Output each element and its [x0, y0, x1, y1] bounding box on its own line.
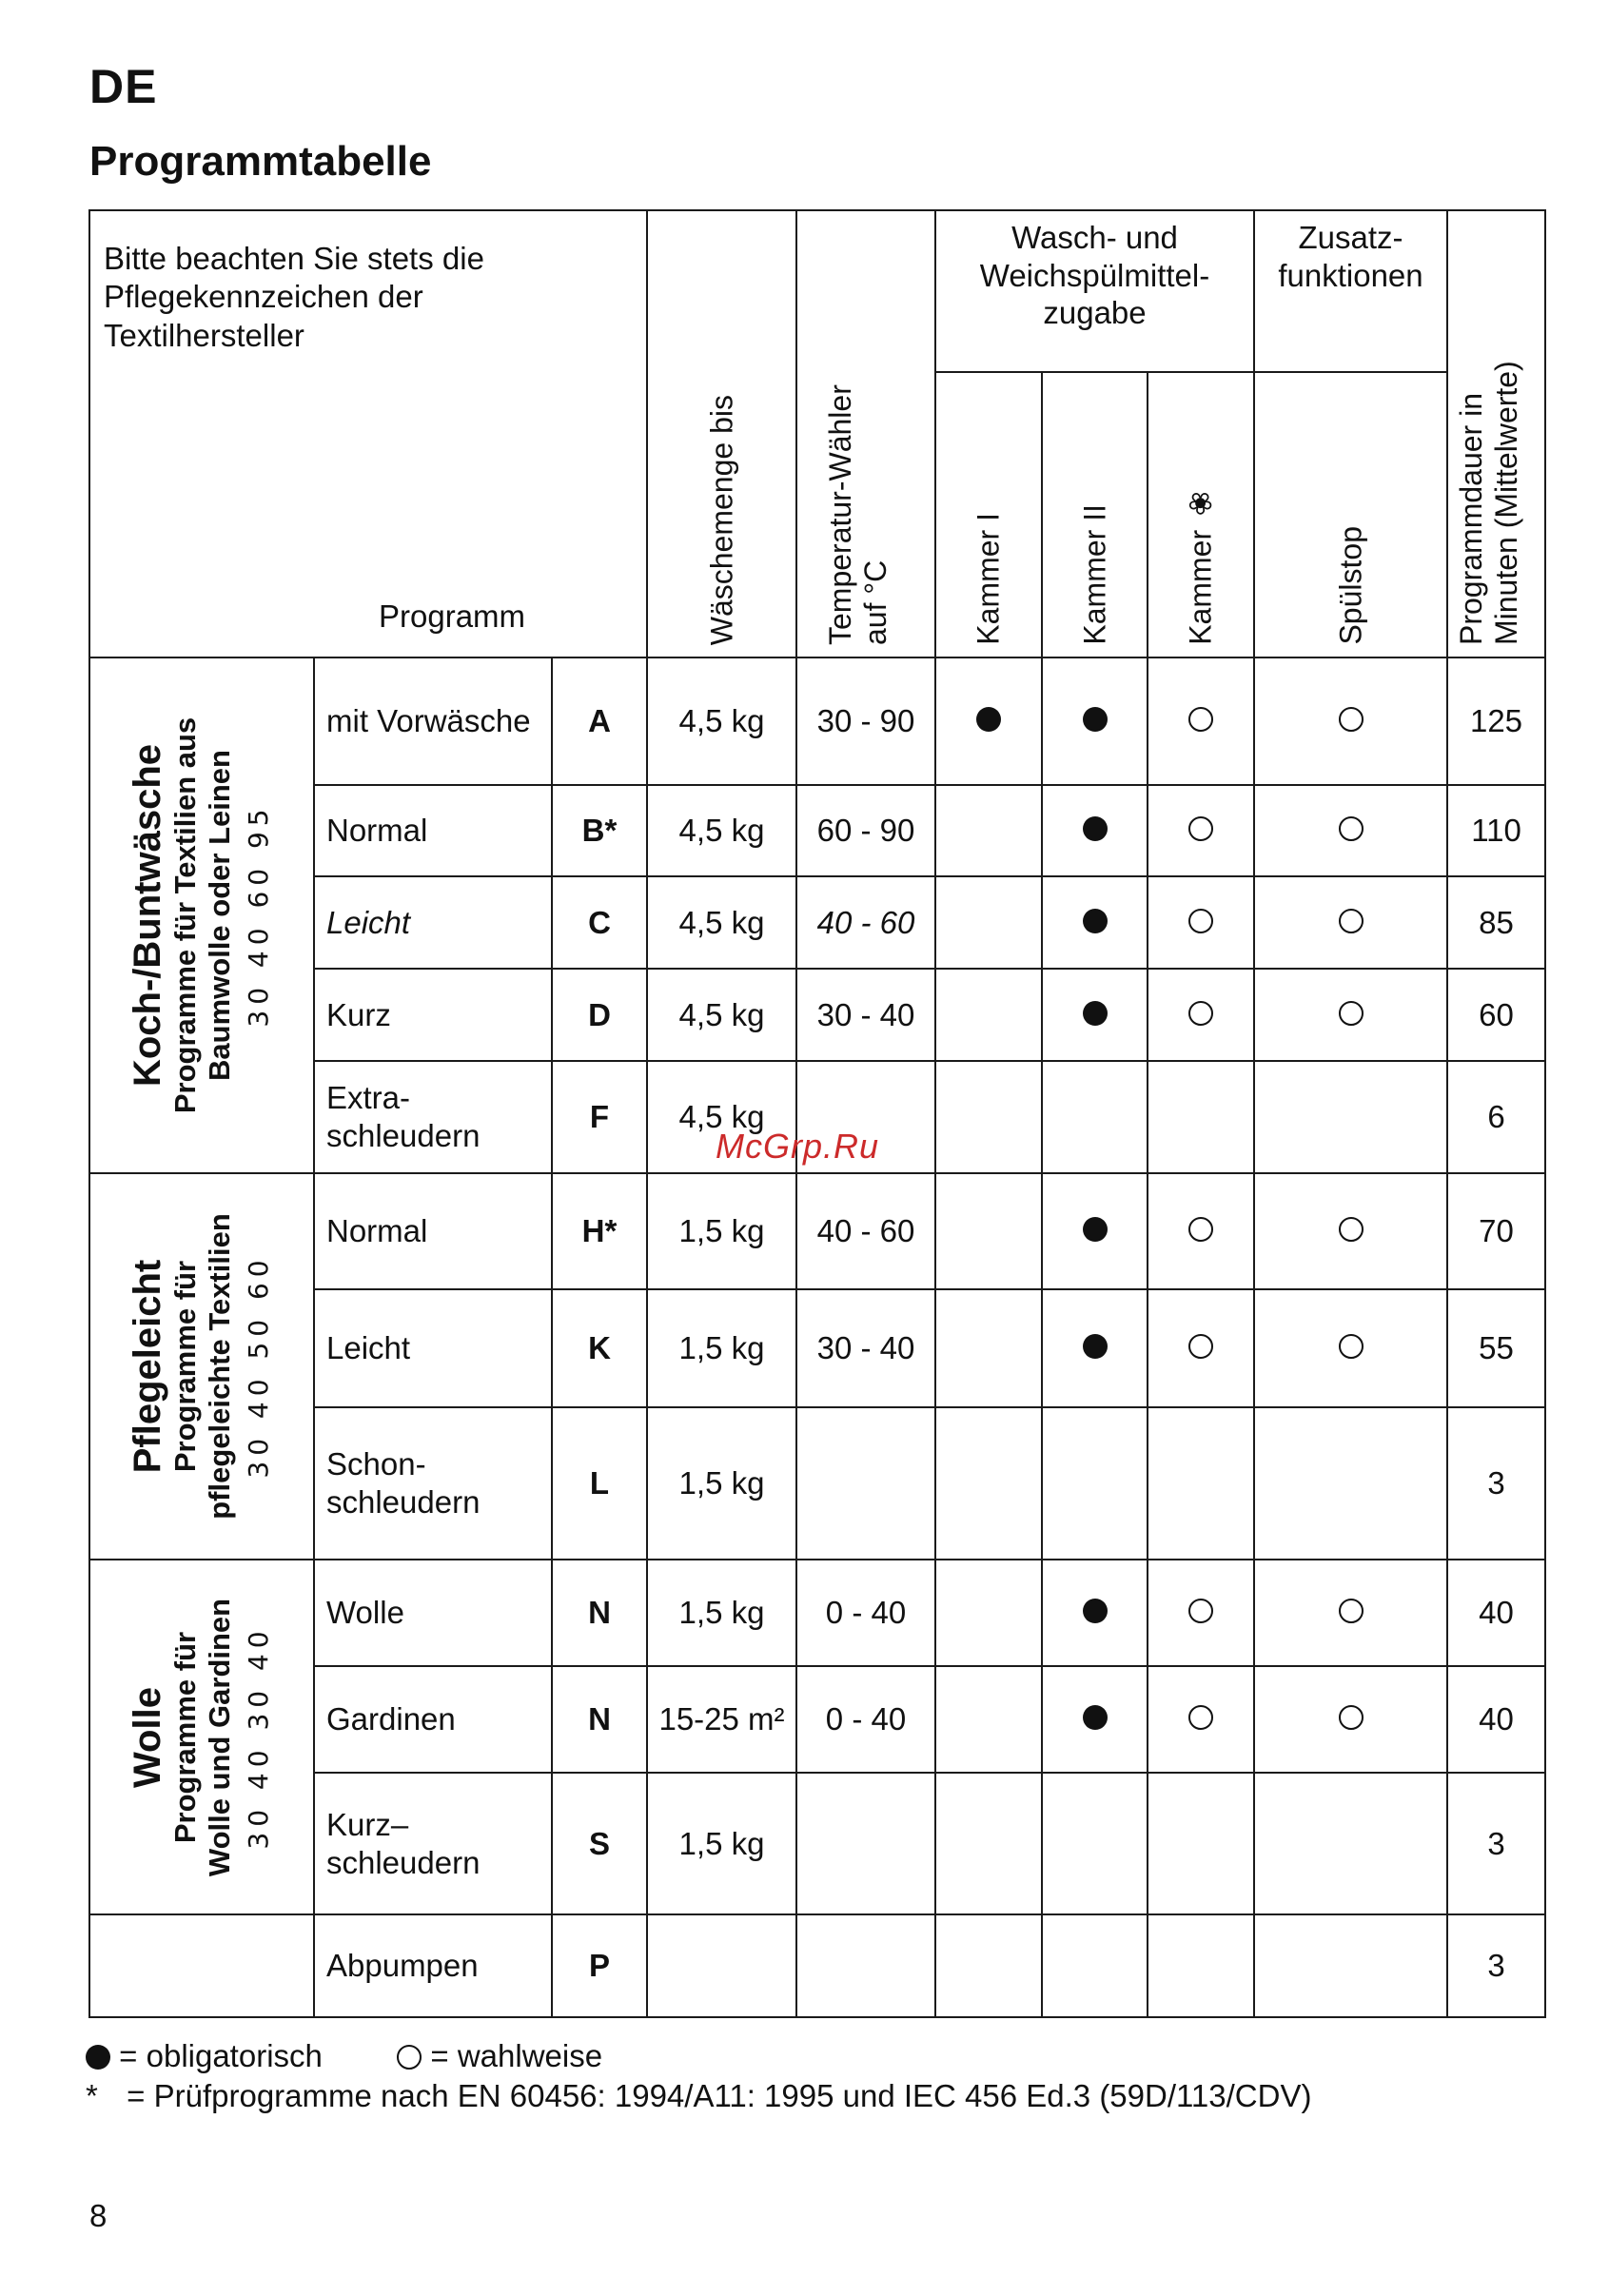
load-amount: 4,5 kg: [647, 1061, 796, 1173]
open-circle-icon: [1339, 1217, 1364, 1242]
column-header-kammer2-cell: [1042, 372, 1148, 657]
group-koch-name: Koch-/Buntwäsche: [127, 743, 169, 1088]
program-code: N: [552, 1666, 647, 1773]
spuelstop-mark: [1254, 1560, 1447, 1666]
kammer2-mark: [1042, 969, 1148, 1061]
column-header-waeschemenge-cell: [647, 210, 796, 657]
program-code: K: [552, 1289, 647, 1407]
program-duration: 70: [1447, 1173, 1545, 1289]
open-circle-icon: [1339, 816, 1364, 841]
table-row: [89, 1914, 1545, 2017]
load-amount: 1,5 kg: [647, 1560, 796, 1666]
kammer3-mark: [1148, 785, 1254, 876]
kammer3-mark: [1148, 657, 1254, 785]
program-name: Abpumpen: [314, 1914, 552, 2017]
spuelstop-mark: [1254, 1666, 1447, 1773]
program-code: C: [552, 876, 647, 969]
program-code: S: [552, 1773, 647, 1914]
program-code: P: [552, 1914, 647, 2017]
open-circle-icon: [1339, 707, 1364, 732]
open-circle-icon: [1188, 1599, 1213, 1623]
table-row: [89, 657, 1545, 785]
kammer1-mark: [935, 1407, 1042, 1560]
column-header-kammer1: Kammer I: [971, 513, 1006, 645]
load-amount: 15-25 m²: [647, 1666, 796, 1773]
program-duration: 55: [1447, 1289, 1545, 1407]
kammer1-mark: [935, 1173, 1042, 1289]
kammer1-mark: [935, 1061, 1042, 1173]
asterisk-mark: *: [86, 2078, 98, 2113]
spuelstop-mark: [1254, 876, 1447, 969]
column-header-dauer-cell: [1447, 210, 1545, 657]
program-name: Extra- schleudern: [314, 1061, 552, 1173]
temperature-range: 40 - 60: [796, 1173, 935, 1289]
program-name: Leicht: [314, 876, 552, 969]
program-name: Kurz: [314, 969, 552, 1061]
filled-dot-icon: [1083, 816, 1108, 841]
kammer1-mark: [935, 1914, 1042, 2017]
column-header-kammer1-cell: [935, 372, 1042, 657]
column-header-spuelstop: Spülstop: [1333, 526, 1368, 645]
spuelstop-mark: [1254, 1061, 1447, 1173]
open-circle-icon: [1188, 1334, 1213, 1359]
filled-dot-icon: [976, 707, 1001, 732]
group-header-wasch: [935, 210, 1254, 372]
temperature-range: 30 - 90: [796, 657, 935, 785]
open-circle-icon: [1339, 1334, 1364, 1359]
kammer1-mark: [935, 1773, 1042, 1914]
open-circle-icon: [1188, 707, 1213, 732]
column-header-temperatur: Temperatur-Wähler auf °C: [823, 384, 893, 645]
kammer3-mark: [1148, 1289, 1254, 1407]
temperature-range: 40 - 60: [796, 876, 935, 969]
kammer2-mark: [1042, 876, 1148, 969]
group-wolle-desc1: Programme für: [168, 1631, 203, 1843]
open-circle-icon: [1188, 1217, 1213, 1242]
program-name: mit Vorwäsche: [314, 657, 552, 785]
spuelstop-mark: [1254, 785, 1447, 876]
page-title: Programmtabelle: [89, 138, 432, 185]
kammer3-mark: [1148, 1407, 1254, 1560]
filled-dot-icon: [1083, 1705, 1108, 1730]
kammer1-mark: [935, 1666, 1042, 1773]
open-circle-icon: [1188, 1705, 1213, 1730]
kammer2-mark: [1042, 785, 1148, 876]
group-koch-label: [127, 717, 277, 1113]
language-label: DE: [89, 60, 158, 113]
temperature-range: 0 - 40: [796, 1666, 935, 1773]
temperature-range: [796, 1773, 935, 1914]
program-duration: 110: [1447, 785, 1545, 876]
spuelstop-mark: [1254, 1289, 1447, 1407]
temperature-range: 30 - 40: [796, 969, 935, 1061]
column-header-kammer2: Kammer II: [1077, 504, 1112, 645]
load-amount: 4,5 kg: [647, 657, 796, 785]
legend-wahlweise: = wahlweise: [430, 2038, 603, 2073]
group-koch-desc2: Baumwolle oder Leinen: [202, 750, 236, 1081]
kammer3-mark: [1148, 876, 1254, 969]
group-pflege-desc2: pflegeleichte Textilien: [202, 1213, 236, 1520]
open-circle-icon: [1188, 909, 1213, 933]
kammer3-mark: [1148, 969, 1254, 1061]
empty-group-cell: [89, 1914, 314, 2017]
spuelstop-mark: [1254, 969, 1447, 1061]
program-duration: 85: [1447, 876, 1545, 969]
load-amount: [647, 1914, 796, 2017]
kammer2-mark: [1042, 1173, 1148, 1289]
kammer3-mark: [1148, 1173, 1254, 1289]
group-koch-cell: [89, 657, 314, 1173]
table-row: [89, 1560, 1545, 1666]
wash-tub-symbols-icon: 30 40 30 40: [243, 1624, 275, 1850]
kammer1-mark: [935, 969, 1042, 1061]
program-duration: 60: [1447, 969, 1545, 1061]
page-number: 8: [89, 2198, 108, 2233]
kammer1-mark: [935, 1289, 1042, 1407]
kammer3-mark: [1148, 1560, 1254, 1666]
filled-dot-icon: [1083, 909, 1108, 933]
kammer2-mark: [1042, 1289, 1148, 1407]
kammer2-mark: [1042, 657, 1148, 785]
load-amount: 1,5 kg: [647, 1773, 796, 1914]
open-circle-icon: [1339, 1001, 1364, 1026]
legend-marks: [86, 2038, 602, 2074]
kammer2-mark: [1042, 1560, 1148, 1666]
temperature-range: 60 - 90: [796, 785, 935, 876]
program-name: Gardinen: [314, 1666, 552, 1773]
wash-tub-symbols-icon: 30 40 50 60: [243, 1254, 275, 1479]
kammer1-mark: [935, 785, 1042, 876]
group-header-wasch-label: Wasch- und Weichspülmittel- zugabe: [979, 220, 1210, 331]
header-intro-cell: [89, 210, 647, 657]
watermark: McGrp.Ru: [716, 1127, 880, 1166]
spuelstop-mark: [1254, 1773, 1447, 1914]
column-header-spuelstop-cell: [1254, 372, 1447, 657]
load-amount: 1,5 kg: [647, 1289, 796, 1407]
program-code: N: [552, 1560, 647, 1666]
open-circle-icon: [1339, 1599, 1364, 1623]
filled-dot-icon: [1083, 707, 1108, 732]
load-amount: 4,5 kg: [647, 969, 796, 1061]
care-label-note: Bitte beachten Sie stets die Pflegekennzeichen der Textilhersteller: [104, 241, 484, 353]
program-duration: 3: [1447, 1773, 1545, 1914]
filled-dot-icon: [86, 2045, 110, 2070]
program-name: Wolle: [314, 1560, 552, 1666]
program-duration: 40: [1447, 1560, 1545, 1666]
program-name: Normal: [314, 1173, 552, 1289]
group-wolle-desc2: Wolle und Gardinen: [202, 1598, 236, 1876]
group-header-zusatz: [1254, 210, 1447, 372]
kammer2-mark: [1042, 1914, 1148, 2017]
program-duration: 3: [1447, 1407, 1545, 1560]
load-amount: 4,5 kg: [647, 785, 796, 876]
column-header-waeschemenge: Wäschemenge bis: [704, 394, 739, 645]
group-pflege-desc1: Programme für: [168, 1260, 203, 1473]
kammer3-mark: [1148, 1914, 1254, 2017]
group-wolle-cell: [89, 1560, 314, 1914]
program-name: Kurz– schleudern: [314, 1773, 552, 1914]
temperature-range: [796, 1914, 935, 2017]
group-pflege-cell: [89, 1173, 314, 1560]
program-name: Schon- schleudern: [314, 1407, 552, 1560]
group-koch-desc1: Programme für Textilien aus: [168, 716, 203, 1114]
program-code: B*: [552, 785, 647, 876]
program-code: H*: [552, 1173, 647, 1289]
kammer3-mark: [1148, 1666, 1254, 1773]
temperature-range: [796, 1407, 935, 1560]
kammer2-mark: [1042, 1061, 1148, 1173]
spuelstop-mark: [1254, 1173, 1447, 1289]
column-header-dauer: Programmdauer in Minuten (Mittelwerte): [1453, 361, 1523, 645]
program-code: D: [552, 969, 647, 1061]
column-header-kammer3-cell: [1148, 372, 1254, 657]
program-duration: 3: [1447, 1914, 1545, 2017]
program-duration: 125: [1447, 657, 1545, 785]
program-table: [88, 209, 1546, 2018]
program-code: L: [552, 1407, 647, 1560]
kammer1-mark: [935, 1560, 1042, 1666]
legend-obligatorisch: = obligatorisch: [119, 2038, 323, 2073]
load-amount: 1,5 kg: [647, 1173, 796, 1289]
column-header-temperatur-cell: [796, 210, 935, 657]
group-pflege-label: [127, 1213, 277, 1520]
spuelstop-mark: [1254, 1914, 1447, 2017]
spuelstop-mark: [1254, 657, 1447, 785]
group-wolle-name: Wolle: [127, 1686, 169, 1788]
table-header-row: [89, 210, 1545, 372]
column-header-programm: Programm: [379, 599, 526, 635]
program-duration: 6: [1447, 1061, 1545, 1173]
table-row: [89, 1173, 1545, 1289]
group-pflege-name: Pflegeleicht: [127, 1259, 169, 1474]
spuelstop-mark: [1254, 1407, 1447, 1560]
kammer3-mark: [1148, 1773, 1254, 1914]
open-circle-icon: [397, 2045, 422, 2070]
program-name: Leicht: [314, 1289, 552, 1407]
program-code: F: [552, 1061, 647, 1173]
program-name: Normal: [314, 785, 552, 876]
load-amount: 1,5 kg: [647, 1407, 796, 1560]
open-circle-icon: [1339, 1705, 1364, 1730]
legend-footnote: [86, 2078, 1311, 2114]
program-code: A: [552, 657, 647, 785]
kammer2-mark: [1042, 1666, 1148, 1773]
kammer2-mark: [1042, 1407, 1148, 1560]
load-amount: 4,5 kg: [647, 876, 796, 969]
group-header-zusatz-label: Zusatz- funktionen: [1278, 220, 1423, 293]
open-circle-icon: [1188, 816, 1213, 841]
temperature-range: 0 - 40: [796, 1560, 935, 1666]
filled-dot-icon: [1083, 1217, 1108, 1242]
open-circle-icon: [1188, 1001, 1213, 1026]
temperature-range: 30 - 40: [796, 1289, 935, 1407]
filled-dot-icon: [1083, 1334, 1108, 1359]
legend-star-text: = Prüfprogramme nach EN 60456: 1994/A11: 1995 und IEC 456 Ed.3 (59D/113/CDV): [127, 2078, 1312, 2113]
open-circle-icon: [1339, 909, 1364, 933]
wash-tub-symbols-icon: 30 40 60 95: [243, 803, 275, 1028]
column-header-kammer3: Kammer ❀: [1183, 485, 1218, 645]
group-wolle-label: [127, 1598, 277, 1875]
kammer3-mark: [1148, 1061, 1254, 1173]
filled-dot-icon: [1083, 1599, 1108, 1623]
kammer1-mark: [935, 876, 1042, 969]
kammer2-mark: [1042, 1773, 1148, 1914]
kammer1-mark: [935, 657, 1042, 785]
filled-dot-icon: [1083, 1001, 1108, 1026]
program-duration: 40: [1447, 1666, 1545, 1773]
